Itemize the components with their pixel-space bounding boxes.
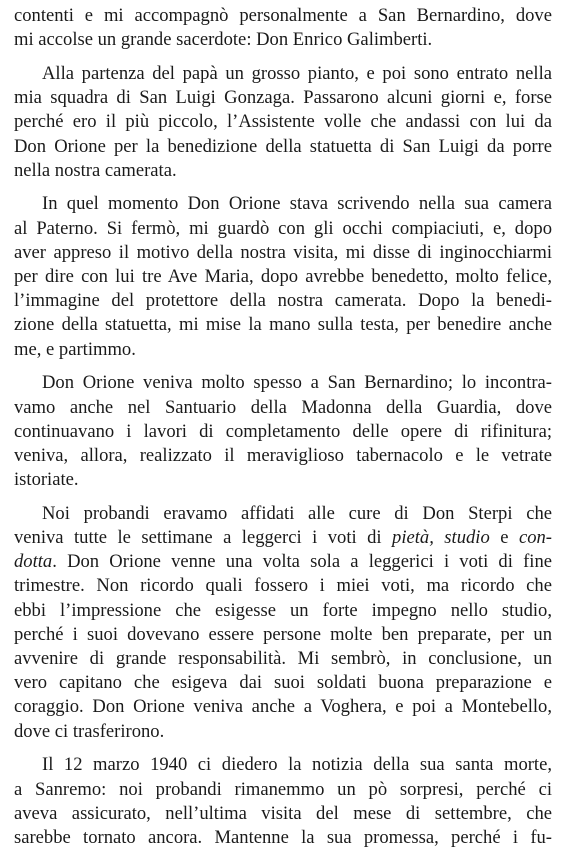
italic-text: con-	[518, 527, 552, 549]
text-line-mixed	[14, 526, 552, 550]
text-line: vero capitano che esigeva dai suoi soldati buona preparazione e	[14, 672, 552, 694]
paragraph-2	[14, 62, 552, 183]
text-line: coraggio. Don Orione veniva anche a Voghera, e poi a Montebello,	[14, 696, 552, 718]
text-line: vamo anche nel Santuario della Madonna della Guardia, dove	[14, 396, 552, 418]
text-line: In quel momento Don Orione stava scrivendo nella sua camera	[42, 193, 552, 215]
text-segment: veniva tutte le settimane a leggerci i voti di	[14, 527, 382, 549]
paragraph-4	[14, 371, 552, 492]
text-line: trimestre. Non ricordo quali fossero i miei voti, ma ricordo che	[14, 575, 552, 597]
text-line: perché ero il più piccolo, l’Assistente volle che andassi con lui da	[14, 111, 552, 133]
text-line: Alla partenza del papà un grosso pianto, e poi sono entrato nella	[42, 62, 552, 84]
text-line: mi accolse un grande sacerdote: Don Enrico Galimberti.	[14, 29, 433, 51]
italic-text: pietà, studio	[392, 527, 490, 549]
text-line: nella nostra camerata.	[14, 159, 177, 181]
document-page	[14, 4, 552, 860]
text-line: Don Orione per la benedizione della statuetta di San Luigi da porre	[14, 135, 552, 157]
text-line: aveva assicurato, nell’ultima visita del mese di settembre, che	[14, 802, 552, 824]
text-line: mia squadra di San Luigi Gonzaga. Passarono alcuni giorni e, forse	[14, 87, 552, 109]
text-line: perché i suoi dovevano essere persone molte ben preparate, per un	[14, 623, 552, 645]
text-line: a Sanremo: noi probandi rimanemmo un pò sorpresi, perché ci	[14, 778, 552, 800]
text-line: Il 12 marzo 1940 ci diedero la notizia della sua santa morte,	[42, 754, 552, 776]
text-line: sarebbe tornato ancora. Mantenne la sua promessa, perché i fu-	[14, 827, 552, 848]
paragraph-3	[14, 192, 552, 361]
paragraph-6	[14, 753, 552, 850]
text-line: Noi probandi eravamo affidati alle cure di Don Sterpi che	[42, 502, 552, 524]
text-line: dove ci trasferirono.	[14, 720, 165, 742]
text-line: l’immagine del protettore della nostra camerata. Dopo la benedi-	[14, 290, 552, 312]
text-line: me, e partimmo.	[14, 338, 136, 360]
text-line: contenti e mi accompagnò personalmente a San Bernardino, dove	[14, 5, 552, 26]
text-line: per dire con lui tre Ave Maria, dopo avrebbe benedetto, molto felice,	[14, 266, 552, 288]
text-line: istoriate.	[14, 469, 79, 491]
paragraph-1	[14, 4, 552, 52]
italic-text: dotta	[14, 551, 53, 573]
text-line: Don Orione veniva molto spesso a San Bernardino; lo incontra-	[42, 372, 552, 394]
text-segment: e	[500, 527, 509, 549]
paragraph-5	[14, 502, 552, 744]
text-line: aver appreso il motivo della nostra visita, mi disse di inginocchiarmi	[14, 241, 552, 263]
text-line: zione della statuetta, mi mise la mano sulla testa, per benedire anche	[14, 314, 552, 336]
text-line-mixed	[14, 550, 552, 574]
text-line: avvenire di grande responsabilità. Mi sembrò, in conclusione, un	[14, 648, 552, 670]
text-line: al Paterno. Si fermò, mi guardò con gli occhi compiaciuti, e, dopo	[14, 217, 552, 239]
text-segment: . Don Orione venne una volta sola a leggerici i voti di fine	[52, 551, 552, 573]
text-line: ebbi l’impressione che esigesse un forte impegno nello studio,	[14, 599, 552, 621]
text-line: veniva, allora, realizzato il meraviglioso tabernacolo e le vetrate	[14, 444, 552, 466]
text-line: continuavano i lavori di completamento delle opere di rifinitura;	[14, 420, 552, 442]
